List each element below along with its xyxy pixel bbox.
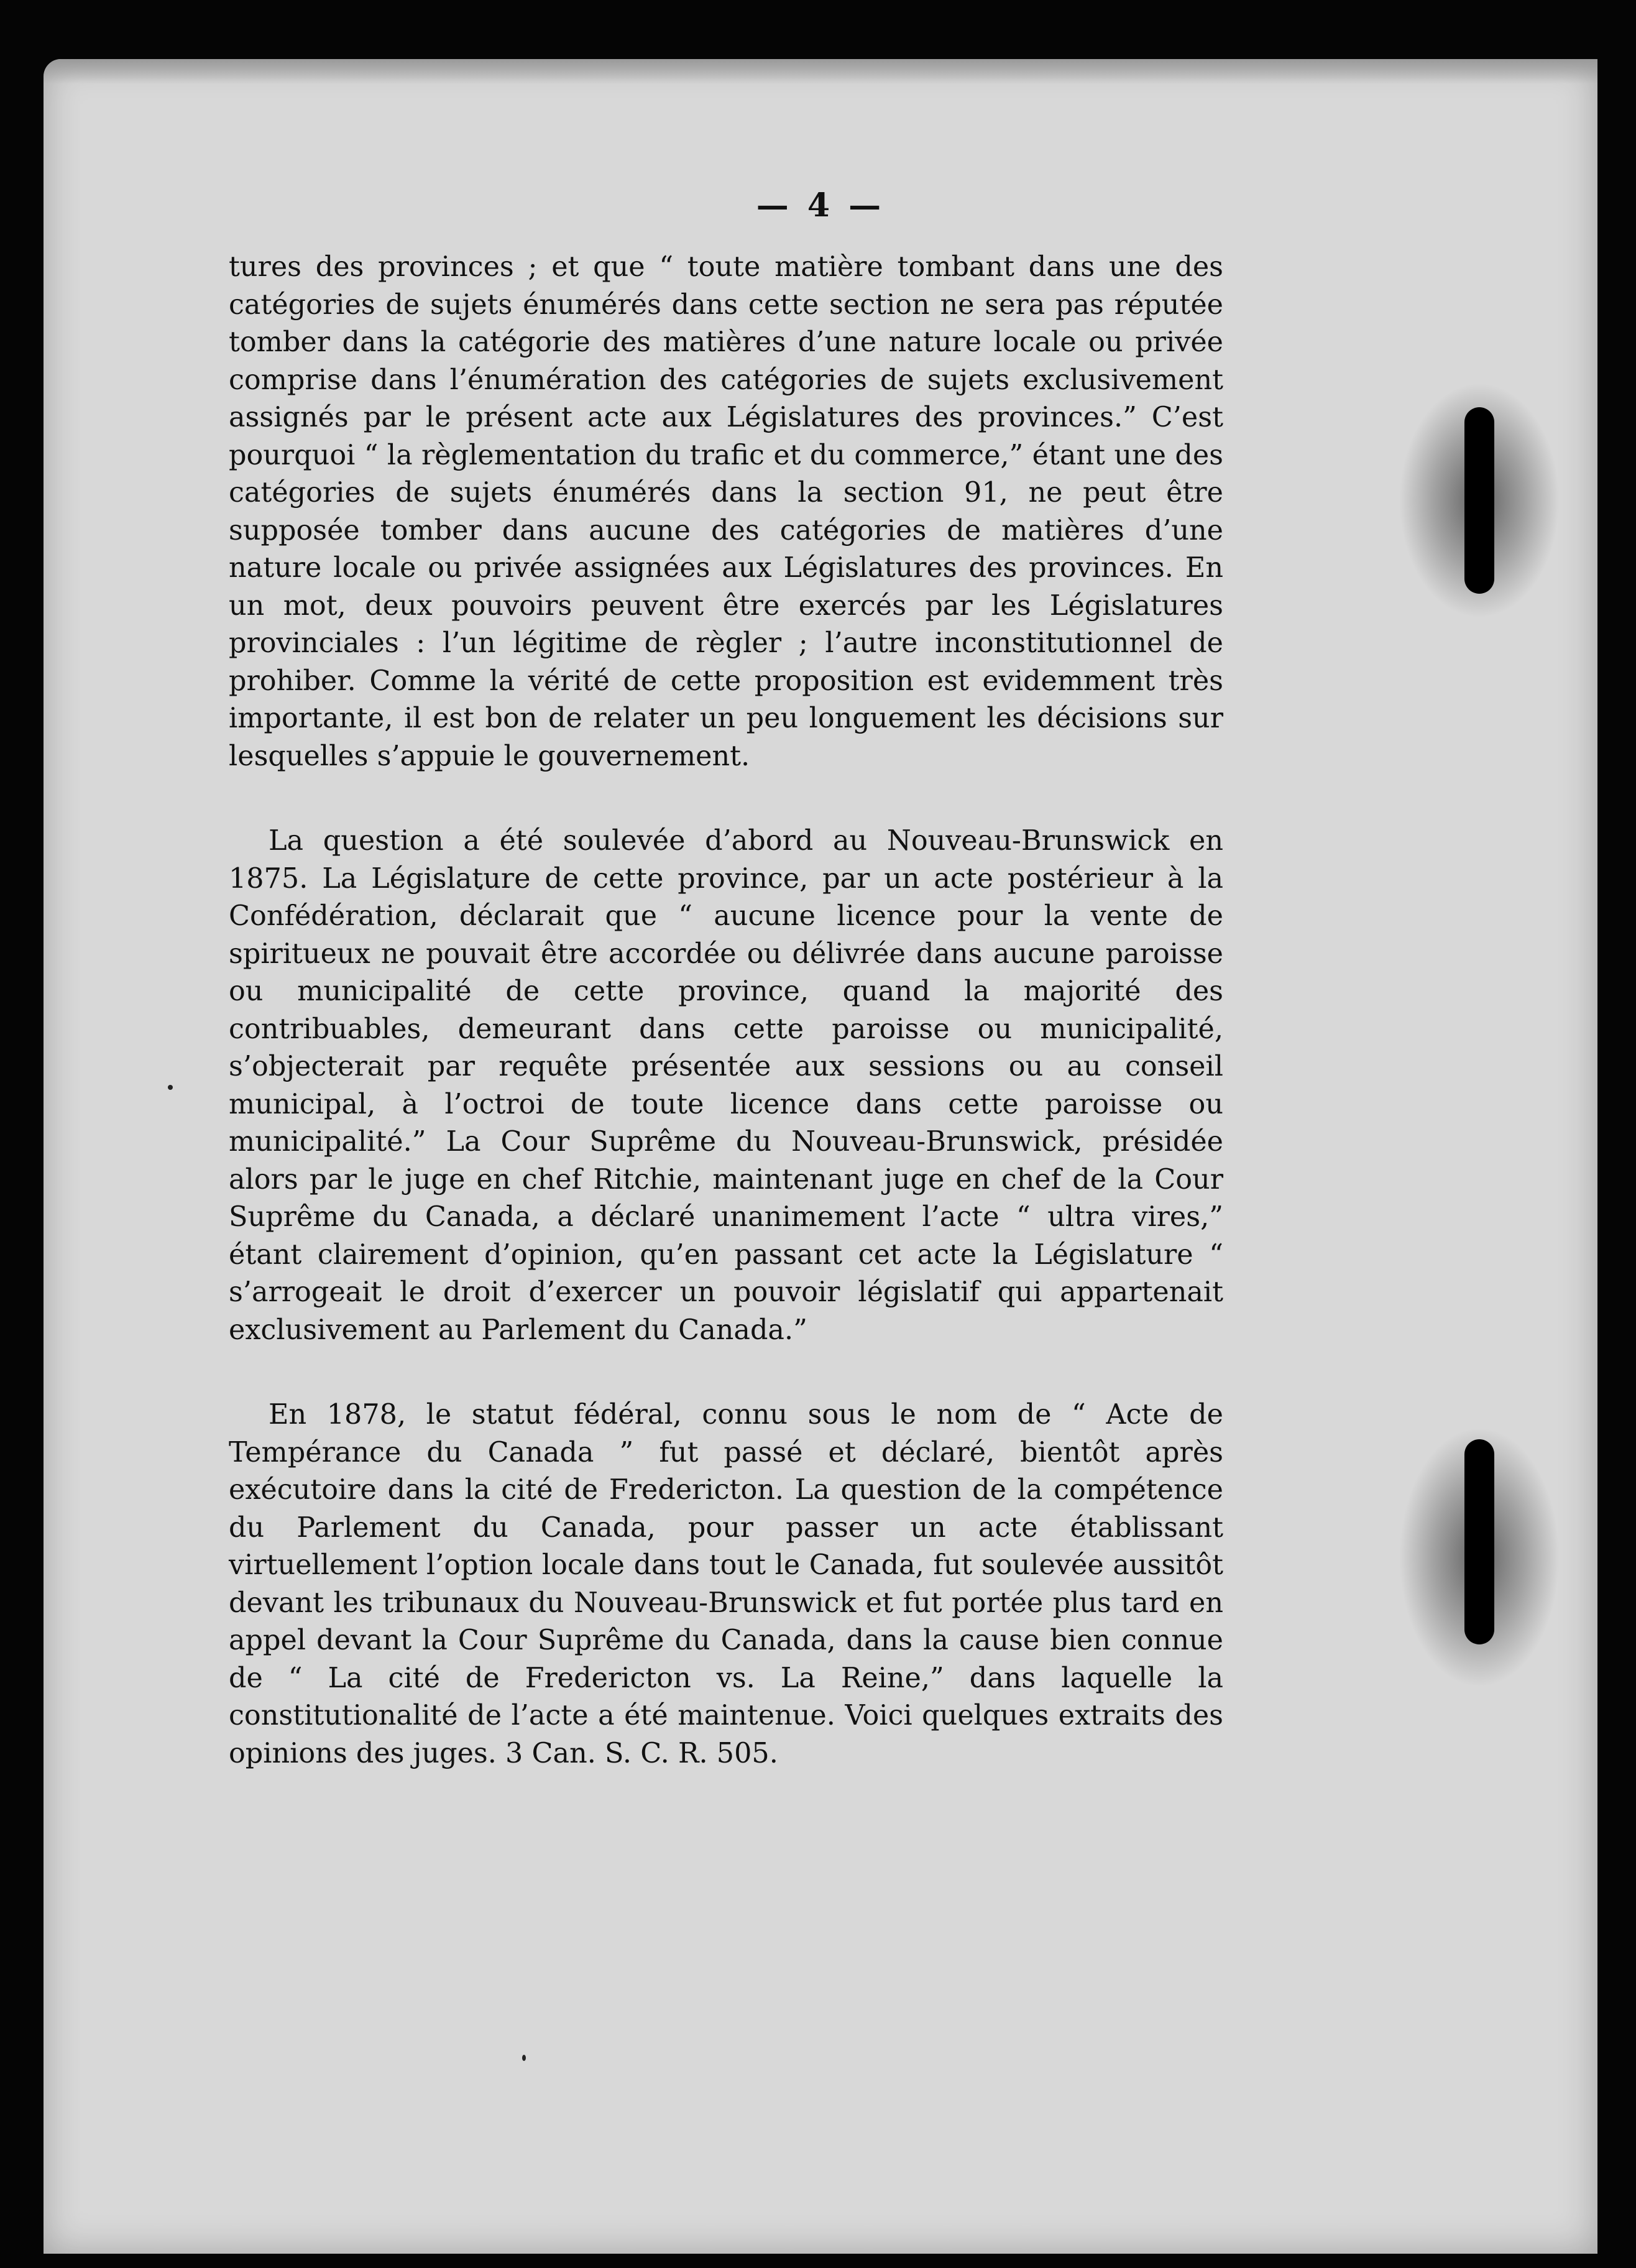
body-text [229,249,1223,1772]
speck [168,1085,173,1090]
binding-hole [1464,407,1494,594]
paragraph-2: La question a été soulevée d’abord au Nouveau-Brunswick en 1875. La Législature de cette province, par un acte postérieur à la Confédération, déclarait que “ aucune licence pour la vente de spiritueux ne pouvait être accordée ou délivrée dans aucune paroisse ou municipalité de cette province, quand la majorité des contribuables, demeurant dans cette paroisse ou municipalité, s’objecterait par requête présentée aux sessions ou au conseil municipal, à l’octroi de toute licence dans cette paroisse ou municipalité.” La Cour Suprême du Nouveau-Brunswick, présidée alors par le juge en chef Ritchie, maintenant juge en chef de la Cour Suprême du Canada, a déclaré unanimement l’acte “ ultra vires,” étant clairement d’opinion, qu’en passant cet acte la Législature “ s’arrogeait le droit d’exercer un pouvoir législatif qui appartenait exclusivement au Parlement du Canada.” [229,825,1223,1346]
page-number: — 4 — [756,187,885,224]
speck [522,2055,526,2061]
paragraph-1: tures des provinces ; et que “ toute matière tombant dans une des catégories de sujets énumérés dans cette section ne sera pas réputée tomber dans la catégorie des matières d’une nature locale ou privée comprise dans l’énumération des catégories de sujets exclusivement assignés par le présent acte aux Législatures des provinces.” C’est pourquoi “ la règlementation du trafic et du commerce,” étant une des catégories de sujets énumérés dans la section 91, ne peut être supposée tomber dans aucune des catégories de matières d’une nature locale ou privée assignées aux Législatures des provinces. En un mot, deux pouvoirs peuvent être exercés par les Législatures provinciales : l’un légitime de règler ; l’autre inconstitutionnel de prohiber. Comme la vérité de cette proposition est evidemment très importante, il est bon de relater un peu longuement les décisions sur lesquelles s’appuie le gouvernement. [229,251,1223,772]
paragraph-3: En 1878, le statut fédéral, connu sous le nom de “ Acte de Tempérance du Canada ” fut passé et déclaré, bientôt après exécutoire dans la cité de Fredericton. La question de la compétence du Parlement du Canada, pour passer un acte établissant virtuellement l’option locale dans tout le Canada, fut soulevée aussitôt devant les tribunaux du Nouveau-Brunswick et fut portée plus tard en appel devant la Cour Suprême du Canada, dans la cause bien connue de “ La cité de Fredericton vs. La Reine,” dans laquelle la constitutionalité de l’acte a été maintenue. Voici quelques extraits des opinions des juges. 3 Can. S. C. R. 505. [229,1399,1223,1769]
binding-hole [1464,1439,1494,1644]
